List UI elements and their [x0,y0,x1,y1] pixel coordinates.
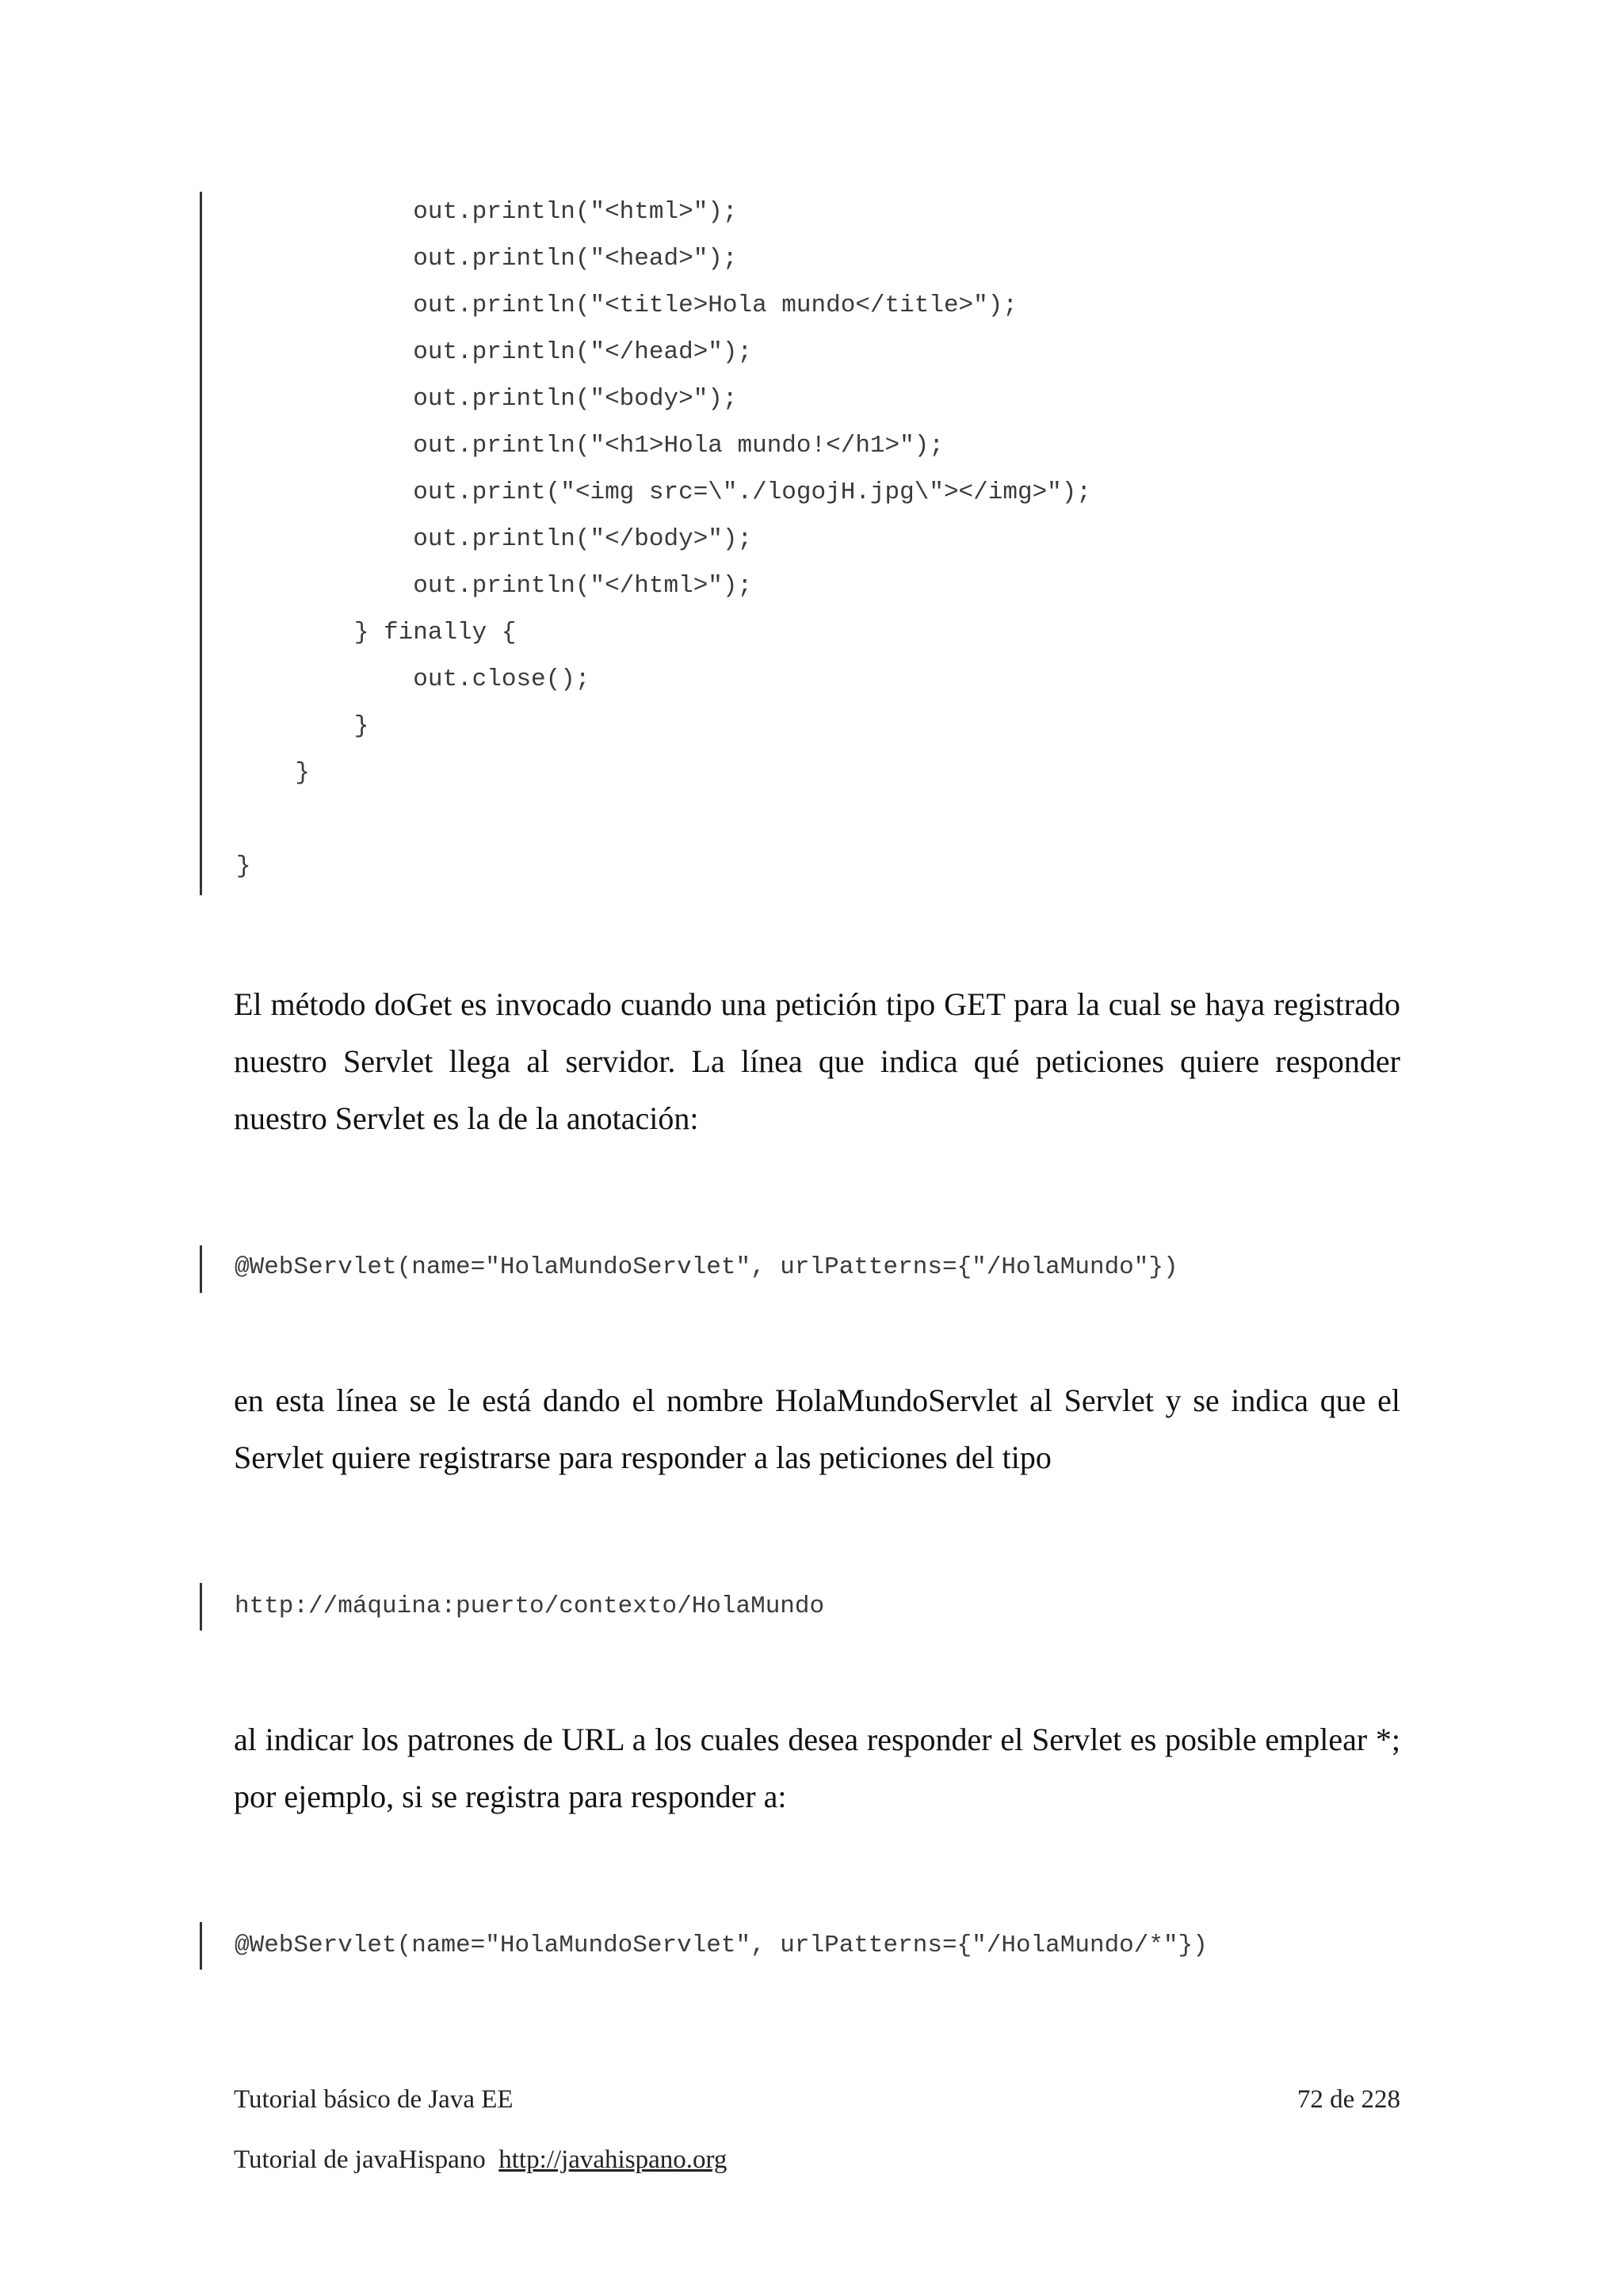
footer-credit-text: Tutorial de javaHispano [234,2145,486,2174]
paragraph-url-patterns: al indicar los patrones de URL a los cuales desea responder el Servlet es posible emplear *; por ejemplo, si se registra para responder a: [234,1722,1400,1814]
code-line: out.println("</head>"); [236,338,753,366]
code-block-url [200,1583,202,1630]
code-line: } [236,759,311,787]
code-line-url: http://máquina:puerto/contexto/HolaMundo [235,1592,825,1620]
code-block-servlet-body [200,192,202,895]
code-line: } [236,852,251,880]
paragraph-servlet-name: en esta línea se le está dando el nombre HolaMundoServlet al Servlet y se indica que el Servlet quiere registrarse para responder a las peticiones del tipo [234,1383,1400,1475]
code-line: out.println("<head>"); [236,245,738,273]
code-line: } finally { [236,619,517,646]
code-line: out.println("<h1>Hola mundo!</h1>"); [236,432,944,460]
code-line: out.println("<title>Hola mundo</title>"); [236,292,1018,319]
code-line: out.println("</body>"); [236,525,753,553]
code-line-annotation-wildcard: @WebServlet(name="HolaMundoServlet", urlPatterns={"/HolaMundo/*"}) [235,1932,1208,1959]
code-line: out.println("<html>"); [236,198,738,226]
code-block-annotation [200,1245,202,1293]
footer-page-number: 72 de 228 [1296,2085,1400,2114]
code-line: } [236,712,369,740]
footer-title: Tutorial básico de Java EE [234,2085,514,2114]
code-line: out.close(); [236,666,590,693]
code-line: out.println("</html>"); [236,572,753,600]
code-block-annotation-wildcard [200,1922,202,1970]
footer-credit [234,2145,727,2175]
footer-link[interactable]: http://javahispano.org [498,2145,727,2174]
code-line-annotation: @WebServlet(name="HolaMundoServlet", urlPatterns={"/HolaMundo"}) [235,1253,1178,1281]
code-line: out.print("<img src=\"./logojH.jpg\"></img>"); [236,479,1091,506]
paragraph-doget: El método doGet es invocado cuando una petición tipo GET para la cual se haya registrado nuestro Servlet llega al servidor. La línea que indica qué peticiones quiere responder nuestro Servlet es la de la anotación: [234,986,1400,1136]
code-line: out.println("<body>"); [236,385,738,413]
